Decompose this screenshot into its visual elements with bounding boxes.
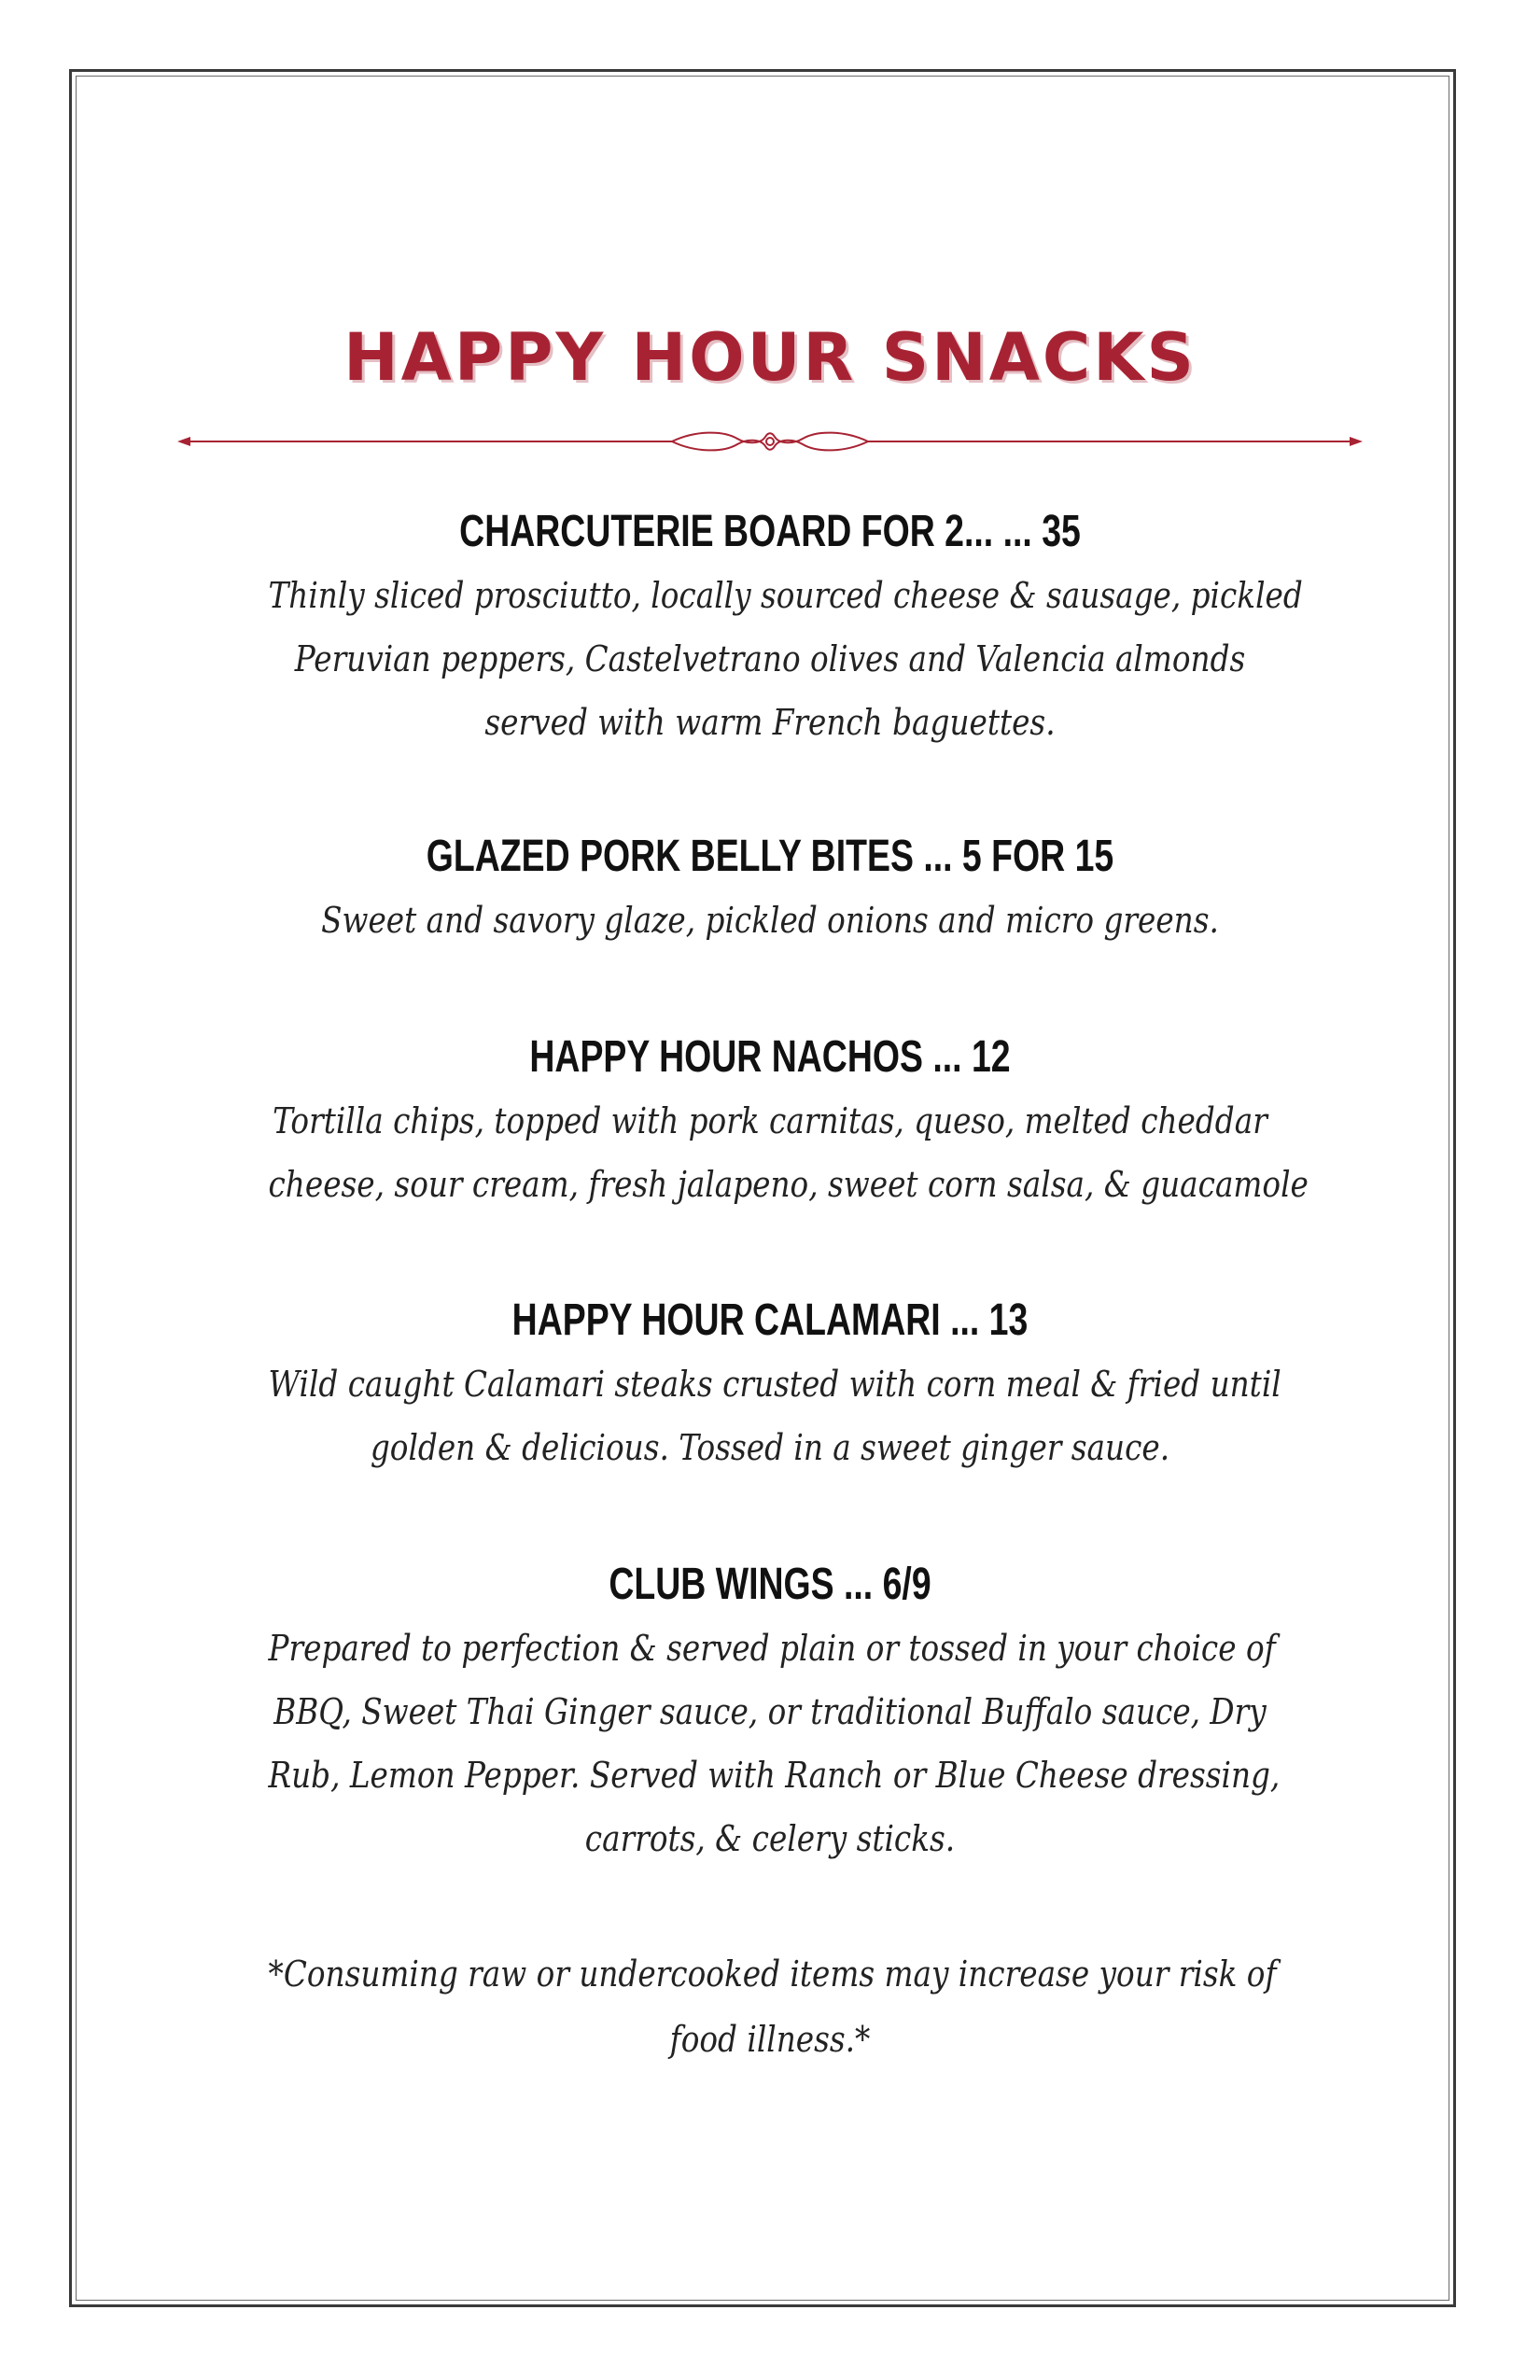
description-line: Prepared to perfection & served plain or tossed in your choice of [268,1628,1276,1669]
item-description [268,1352,1281,1479]
description-line: BBQ, Sweet Thai Ginger sauce, or traditional Buffalo sauce, Dry [273,1691,1267,1732]
item-description [268,1617,1281,1870]
description-line: cheese, sour cream, fresh jalapeno, sweet corn salsa, & guacamole [268,1164,1309,1205]
description-line: Peruvian peppers, Castelvetrano olives and Valencia almonds [294,638,1246,679]
menu-title: HAPPY HOUR SNACKS [343,319,1197,396]
menu-item-nachos [187,1029,1353,1216]
menu-item-charcuterie [187,504,1353,754]
description-line: Rub, Lemon Pepper. Served with Ranch or Blue Cheese dressing, [268,1755,1281,1796]
description-line: Sweet and savory glaze, pickled onions and micro greens. [321,900,1219,941]
description-line: Wild caught Calamari steaks crusted with corn meal & fried until [268,1364,1281,1405]
ornamental-divider [177,427,1363,455]
item-heading: CLUB WINGS ... 6/9 [609,1560,931,1609]
item-description [269,889,1272,952]
menu-item-pork-belly [187,829,1353,952]
description-line: Thinly sliced prosciutto, locally sourced cheese & sausage, pickled [268,575,1303,616]
divider-arrow-left [177,437,190,446]
notice-line: *Consuming raw or undercooked items may increase your risk of [268,1953,1277,1995]
menu-item-club-wings [187,1557,1353,1870]
notice-line: food illness.* [669,2019,871,2060]
description-line: served with warm French baguettes. [484,702,1056,743]
item-heading: HAPPY HOUR NACHOS ... 12 [529,1032,1011,1082]
item-description [268,1089,1309,1216]
description-line: golden & delicious. Tossed in a sweet ginger sauce. [370,1427,1170,1468]
divider-arrow-right [1350,437,1363,446]
item-heading: GLAZED PORK BELLY BITES ... 5 FOR 15 [426,832,1114,881]
description-line: carrots, & celery sticks. [584,1818,956,1859]
item-heading: CHARCUTERIE BOARD FOR 2... ... 35 [459,507,1081,556]
menu-item-calamari [187,1293,1353,1479]
description-line: Tortilla chips, topped with pork carnitas, queso, melted cheddar [273,1100,1267,1141]
item-description [268,564,1303,754]
food-safety-notice [268,1941,1277,2072]
item-heading: HAPPY HOUR CALAMARI ... 13 [511,1295,1029,1345]
